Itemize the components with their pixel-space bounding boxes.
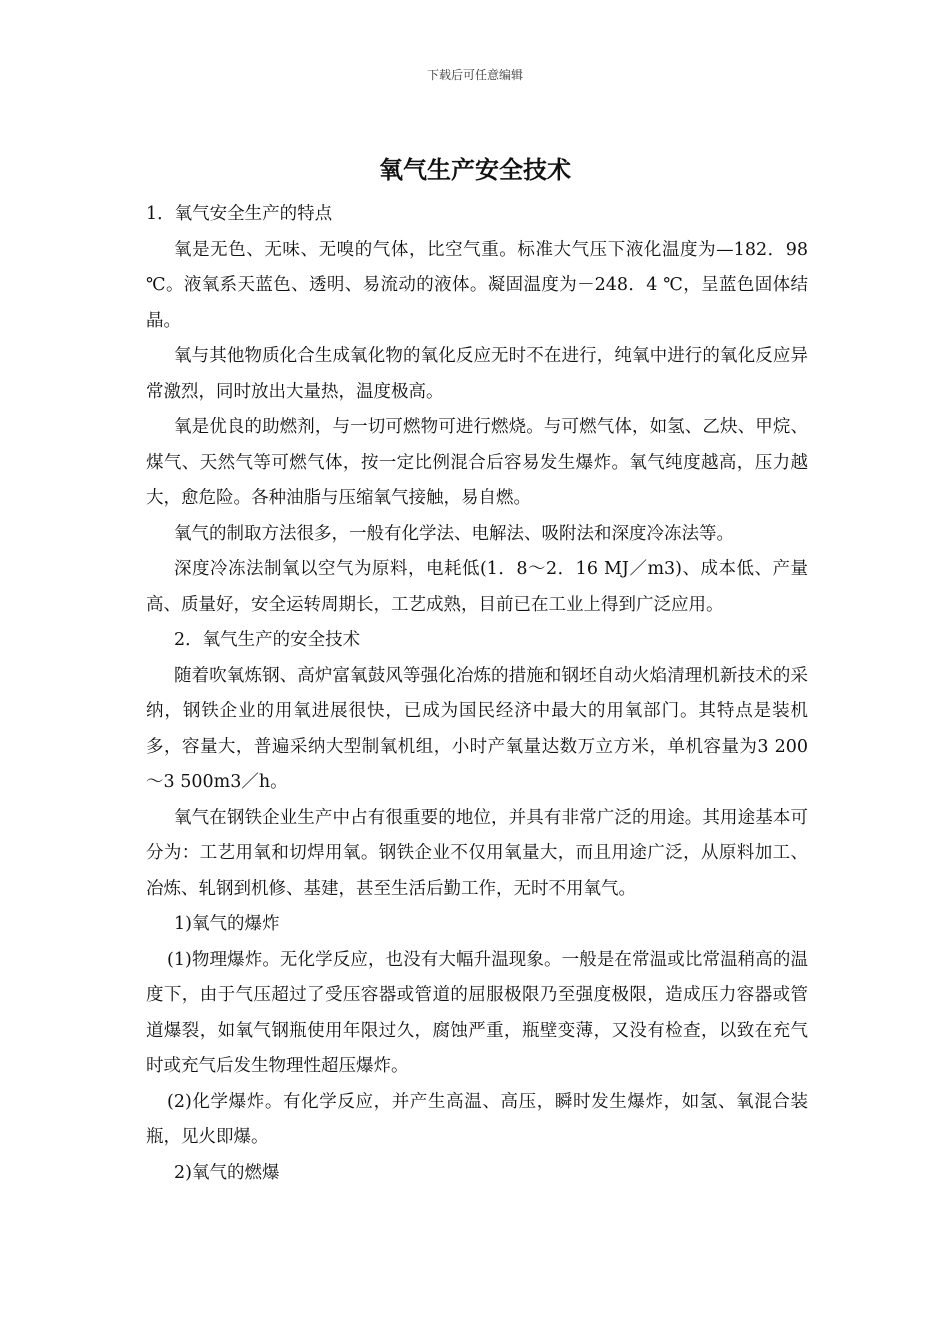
subsection-heading: 1)氧气的爆炸 [174, 914, 280, 934]
header-note: 下载后可任意编辑 [426, 68, 523, 82]
section-heading: 1．氧气安全生产的特点 [146, 204, 333, 224]
paragraph: 氧气在钢铁企业生产中占有很重要的地位，并具有非常广泛的用途。其用途基本可分为：工艺用氧和切焊用氧。钢铁企业不仅用氧量大，而且用途广泛，从原料加工、冶炼、轧钢到机修、基建，甚至生活后勤工作，无时不用氧气。 [146, 807, 808, 899]
section-heading: 2．氧气生产的安全技术 [174, 630, 361, 650]
paragraph: 氧与其他物质化合生成氧化物的氧化反应无时不在进行，纯氧中进行的氧化反应异常激烈，同时放出大量热，温度极高。 [146, 346, 808, 402]
paragraph: (1)物理爆炸。无化学反应，也没有大幅升温现象。一般是在常温或比常温稍高的温度下，由于气压超过了受压容器或管道的屈服极限乃至强度极限，造成压力容器或管道爆裂，如氧气钢瓶使用年限过久，腐蚀严重，瓶壁变薄，又没有检查，以致在充气时或充气后发生物理性超压爆炸。 [146, 949, 808, 1076]
document-title: 氧气生产安全技术 [379, 155, 571, 184]
paragraph: 随着吹氧炼钢、高炉富氧鼓风等强化冶炼的措施和钢坯自动火焰清理机新技术的采纳，钢铁企业的用氧进展很快，已成为国民经济中最大的用氧部门。其特点是装机多，容量大，普遍采纳大型制氧机组，小时产氧量达数万立方米，单机容量为3 200～3 500m3／h。 [146, 665, 808, 792]
subsection-heading: 2)氧气的燃爆 [174, 1162, 280, 1183]
paragraph: (2)化学爆炸。有化学反应，并产生高温、高压，瞬时发生爆炸，如氢、氧混合装瓶，见火即爆。 [146, 1091, 808, 1147]
document-body [146, 197, 808, 1191]
paragraph: 氧是无色、无味、无嗅的气体，比空气重。标准大气压下液化温度为—182．98 ℃。液氧系天蓝色、透明、易流动的液体。凝固温度为－248．4 ℃，呈蓝色固体结晶。 [146, 239, 808, 331]
paragraph: 深度冷冻法制氧以空气为原料，电耗低(1．8～2．16 MJ／m3)、成本低、产量高、质量好，安全运转周期长，工艺成熟，目前已在工业上得到广泛应用。 [146, 559, 808, 615]
paragraph: 氧气的制取方法很多，一般有化学法、电解法、吸附法和深度冷冻法等。 [174, 523, 734, 544]
paragraph: 氧是优良的助燃剂，与一切可燃物可进行燃烧。与可燃气体，如氢、乙炔、甲烷、煤气、天然气等可燃气体，按一定比例混合后容易发生爆炸。氧气纯度越高，压力越大，愈危险。各种油脂与压缩氧气接触，易自燃。 [146, 417, 808, 508]
